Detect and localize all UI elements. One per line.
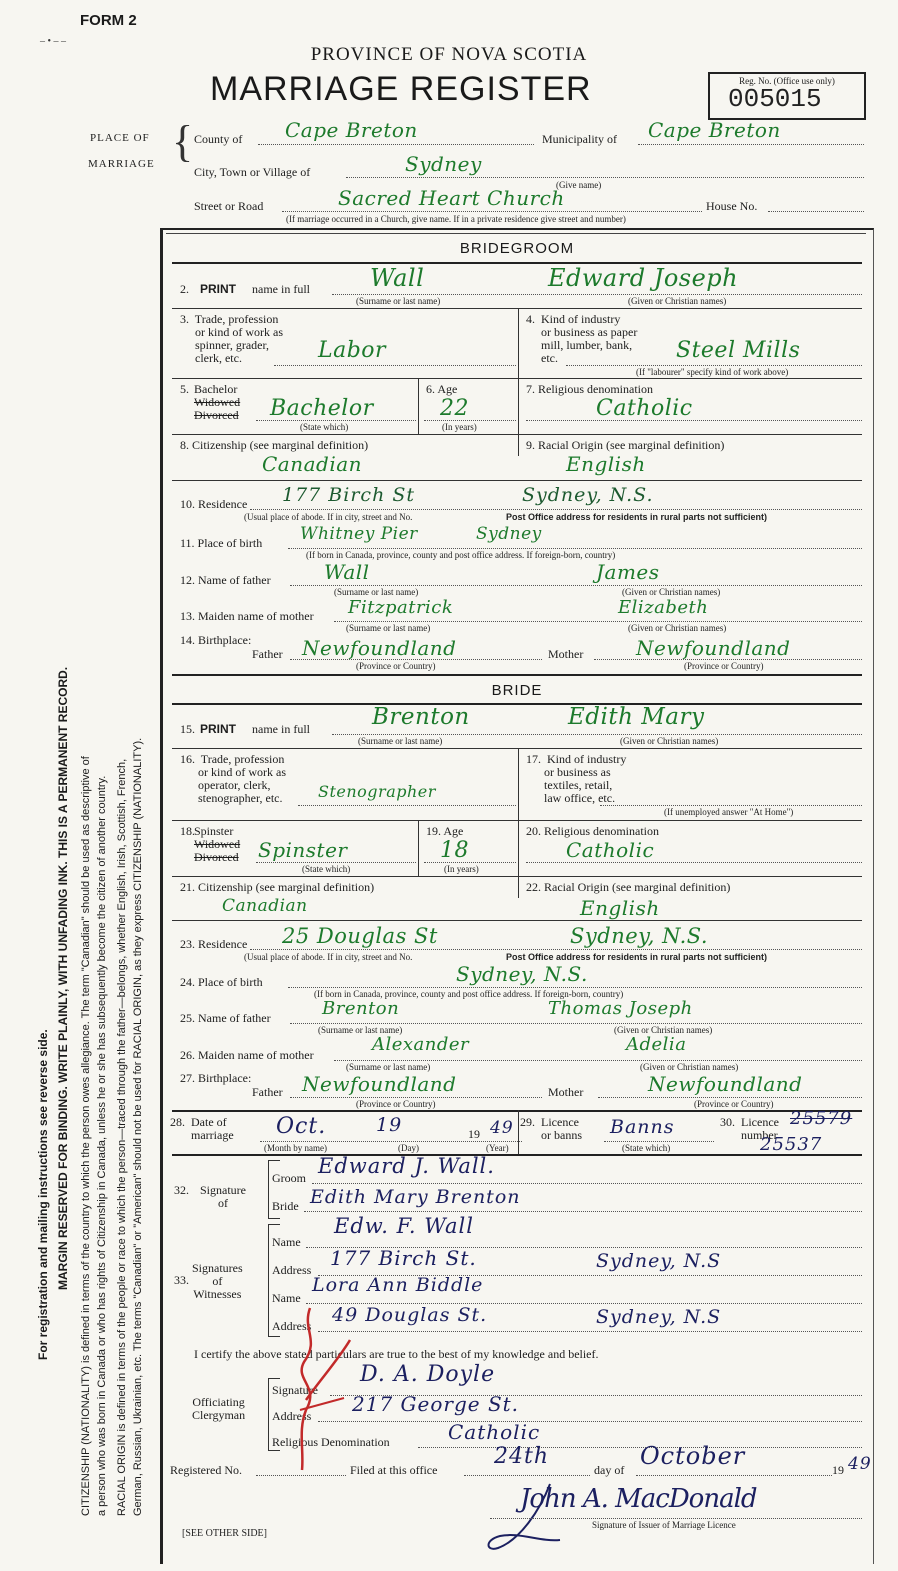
- field-30-label: 30. Licence number: [720, 1115, 779, 1142]
- bride-sig-label: Bride: [272, 1199, 299, 1213]
- field-20-label: 20. Religious denomination: [526, 824, 659, 838]
- frame-inner-top: [166, 233, 866, 235]
- field-23-line: [250, 949, 862, 950]
- bride-mother-given-caption: (Given or Christian names): [640, 1062, 739, 1072]
- field-14-mother: Mother: [548, 647, 584, 661]
- groom-age: 22: [440, 396, 469, 421]
- city-line: [346, 177, 864, 178]
- witness-bracket-bottom: [268, 1336, 280, 1337]
- groom-birth-caption: (If born in Canada, province, county and post office address. If foreign-born, country): [306, 550, 616, 560]
- licence-caption: (State which): [622, 1143, 671, 1153]
- field-18-num: 18.: [180, 824, 195, 838]
- groom-residence: 177 Birch St: [282, 484, 415, 506]
- registered-line: [256, 1475, 346, 1476]
- field-15-print: PRINT: [200, 722, 236, 736]
- bride-res-caption-b: Post Office address for residents in rural parts not sufficient): [506, 952, 768, 962]
- bride-residence-city: Sydney, N.S.: [570, 924, 709, 948]
- clergy-relig-label: Religious Denomination: [272, 1435, 390, 1449]
- field-19-label: 19. Age: [426, 824, 464, 838]
- field-21-label: 21. Citizenship (see marginal definition): [180, 880, 375, 894]
- margin-instructions: For registration and mailing instructions see reverse side.: [36, 1029, 50, 1360]
- field-5-widowed: Widowed: [194, 395, 241, 409]
- field-3-line: [274, 365, 516, 366]
- at-home-caption: (If unemployed answer "At Home"): [664, 807, 794, 817]
- w2-addr-line: [318, 1331, 862, 1332]
- w2-addr-label: Address: [272, 1319, 312, 1333]
- bride-res-caption-a: (Usual place of abode. If in city, street and No.: [244, 952, 413, 962]
- groom-trade: Labor: [318, 338, 387, 363]
- groom-citizenship: Canadian: [262, 452, 363, 476]
- rule-bride-top: [172, 703, 862, 705]
- field-14-label: 14. Birthplace:: [180, 633, 252, 647]
- bride-father-surname-caption: (Surname or last name): [318, 1025, 403, 1035]
- street-label: Street or Road: [194, 199, 264, 213]
- field-13-line: [334, 621, 862, 622]
- municipality-value: Cape Breton: [648, 118, 781, 142]
- rule-748: [172, 748, 862, 749]
- bride-age: 18: [440, 838, 469, 863]
- field-18-spinster: Spinster: [194, 824, 234, 838]
- vrule-sig: [268, 1160, 269, 1218]
- street-note: (If marriage occurred in a Church, give name. If in a private residence give street and number): [286, 214, 626, 224]
- field-27-father-line: [290, 1097, 542, 1098]
- county-value: Cape Breton: [285, 118, 418, 142]
- rule-920: [172, 920, 862, 921]
- rule-434: [172, 434, 862, 435]
- field-10-line: [250, 509, 862, 510]
- w1-name-label: Name: [272, 1235, 301, 1249]
- reg-no: 005015: [728, 84, 822, 114]
- field-23-label: 23. Residence: [180, 937, 248, 951]
- bride-citizenship: Canadian: [222, 896, 308, 916]
- bride-father-given-caption: (Given or Christian names): [614, 1025, 713, 1035]
- rule-820: [172, 820, 862, 821]
- groom-signature: Edward J. Wall.: [318, 1154, 495, 1178]
- section-bridegroom: BRIDEGROOM: [459, 240, 575, 257]
- rule-date-end: [172, 1154, 862, 1156]
- field-8-label: 8. Citizenship (see marginal definition): [180, 438, 369, 452]
- field-5-bachelor: Bachelor: [194, 382, 238, 396]
- filed-day: 24th: [494, 1444, 550, 1469]
- bride-father-given: Thomas Joseph: [548, 998, 693, 1019]
- field-4-label: 4. Kind of industry or business as paper mill, lumber, bank, etc.: [526, 312, 638, 365]
- issuer-label: Signature of Issuer of Marriage Licence: [592, 1520, 736, 1530]
- bride-birthplace: Sydney, N.S.: [456, 962, 588, 986]
- field-14-father: Father: [252, 647, 283, 661]
- field-28-line: [260, 1141, 522, 1142]
- field-27-mother-line: [598, 1097, 862, 1098]
- city-value: Sydney: [405, 152, 482, 176]
- bride-father-birth-caption: (Province or Country): [356, 1099, 436, 1109]
- bride-mother-birth: Newfoundland: [648, 1072, 803, 1096]
- groom-surname-caption: (Surname or last name): [356, 296, 441, 306]
- clergy-bracket-top: [268, 1378, 280, 1379]
- groom-given: Edward Joseph: [548, 264, 739, 292]
- day-of-label: day of: [594, 1463, 625, 1477]
- city-label: City, Town or Village of: [194, 165, 311, 179]
- groom-religion: Catholic: [596, 396, 693, 421]
- field-7-label: 7. Religious denomination: [526, 382, 653, 396]
- rule-groom-top: [172, 262, 862, 264]
- field-27-father: Father: [252, 1085, 283, 1099]
- field-2-print: PRINT: [200, 282, 236, 296]
- groom-res-caption-b: Post Office address for residents in rural parts not sufficient): [506, 512, 768, 522]
- groom-mother-birth: Newfoundland: [636, 636, 791, 660]
- bride-father-birth: Newfoundland: [302, 1072, 457, 1096]
- rule-378: [172, 378, 862, 379]
- bride-given-caption: (Given or Christian names): [620, 736, 719, 746]
- bride-mother-birth-caption: (Province or Country): [694, 1099, 774, 1109]
- red-check-mark: [280, 1300, 360, 1476]
- clergy-religion: Catholic: [448, 1420, 541, 1444]
- rule-groom-end: [172, 674, 862, 676]
- field-25-label: 25. Name of father: [180, 1011, 271, 1025]
- field-27-mother: Mother: [548, 1085, 584, 1099]
- field-33-label: Signatures of Witnesses: [192, 1261, 243, 1301]
- bride-mother-given: Adelia: [626, 1034, 687, 1055]
- groom-status: Bachelor: [270, 396, 374, 421]
- field-32-label: Signature of: [200, 1183, 246, 1210]
- field-25-line: [290, 1023, 862, 1024]
- groom-birthplace-city: Sydney: [476, 524, 542, 544]
- bride-surname: Brenton: [372, 704, 470, 730]
- bride-racial: English: [580, 896, 660, 920]
- form-number: FORM 2: [80, 12, 137, 29]
- field-17-label: 17. Kind of industry or business as textiles, retail, law office, etc.: [526, 752, 627, 805]
- bride-mother-surname: Alexander: [372, 1034, 470, 1055]
- margin-binding: MARGIN RESERVED FOR BINDING. WRITE PLAINLY, WITH UNFADING INK. THIS IS A PERMANENT RECORD.: [56, 666, 70, 1290]
- field-29-label: 29. Licence or banns: [520, 1115, 582, 1142]
- field-26-line: [334, 1060, 862, 1061]
- field-33-num: 33.: [174, 1273, 189, 1287]
- vrule-licence: [518, 1110, 519, 1154]
- bride-mother-surname-caption: (Surname or last name): [346, 1062, 431, 1072]
- municipality-label: Municipality of: [542, 132, 617, 146]
- field-22-label: 22. Racial Origin (see marginal definition): [526, 880, 731, 894]
- field-12-label: 12. Name of father: [180, 573, 271, 587]
- clergy-signature: D. A. Doyle: [360, 1362, 496, 1387]
- street-line: [282, 211, 702, 212]
- groom-father-given: James: [596, 560, 660, 584]
- margin-racial-2: German, Russian, Ukrainian, etc. The terms "Canadian" or "American" should not be used for RACIAL ORIGIN, as they express CITIZENSHIP (NATIONALITY).: [132, 737, 144, 1516]
- reg-no-label: Reg. No. (Office use only): [739, 76, 835, 86]
- field-28-label: 28. Date of marriage: [170, 1115, 234, 1142]
- filed-day-line: [464, 1475, 590, 1476]
- w2-name-label: Name: [272, 1291, 301, 1305]
- marriage-month: Oct.: [276, 1114, 327, 1139]
- place-brace: {: [172, 117, 194, 166]
- field-3-label: 3. Trade, profession or kind of work as spinner, grader, clerk, etc.: [180, 312, 283, 365]
- witness1-city: Sydney, N.S: [596, 1250, 722, 1272]
- clergy-address: 217 George St.: [352, 1392, 520, 1416]
- county-label: County of: [194, 132, 243, 146]
- mother-given-caption: (Given or Christian names): [628, 623, 727, 633]
- field-16-label: 16. Trade, profession or kind of work as operator, clerk, stenographer, etc.: [180, 752, 286, 805]
- groom-father-surname: Wall: [324, 560, 370, 584]
- street-value: Sacred Heart Church: [338, 186, 565, 210]
- vrule-witness: [268, 1224, 269, 1336]
- year-caption: (Year): [486, 1143, 509, 1153]
- field-11-line: [288, 548, 862, 549]
- sig-bracket-bottom: [268, 1218, 280, 1219]
- witness2-address: 49 Douglas St.: [332, 1304, 488, 1326]
- field-15-num: 15.: [180, 722, 195, 736]
- bride-status-caption: (State which): [302, 864, 351, 874]
- rule-876: [172, 876, 862, 877]
- margin-citizenship-1: CITIZENSHIP (NATIONALITY) is defined in terms of the country to which the person owes allegiance. The term "Canadian" should be used as descriptive of: [80, 756, 92, 1516]
- bride-residence: 25 Douglas St: [282, 924, 438, 948]
- issuer-line: [490, 1518, 862, 1519]
- licence-number-struck: 25579: [790, 1108, 853, 1129]
- vrule-age-bride: [418, 820, 419, 876]
- w1-addr-label: Address: [272, 1263, 312, 1277]
- field-2-num: 2.: [180, 282, 189, 296]
- reg-no-box: [708, 72, 866, 120]
- groom-status-caption: (State which): [300, 422, 349, 432]
- field-11-label: 11. Place of birth: [180, 536, 263, 550]
- bride-birth-caption: (If born in Canada, province, county and post office address. If foreign-born, country): [314, 989, 624, 999]
- licence-number: 25537: [760, 1134, 823, 1155]
- vrule-age-groom: [418, 378, 419, 434]
- groom-residence-city: Sydney, N.S.: [522, 484, 654, 506]
- bride-sig-line: [304, 1211, 862, 1212]
- licence-or-banns: Banns: [610, 1116, 675, 1138]
- issuer-flourish: [480, 1480, 600, 1560]
- house-label: House No.: [706, 199, 758, 213]
- groom-res-caption-a: (Usual place of abode. If in city, street and No.: [244, 512, 413, 522]
- field-27-label: 27. Birthplace:: [180, 1071, 252, 1085]
- field-6-line: [424, 420, 516, 421]
- groom-surname: Wall: [370, 264, 425, 292]
- province-heading: PROVINCE OF NOVA SCOTIA: [310, 44, 588, 65]
- groom-sig-label: Groom: [272, 1171, 306, 1185]
- punch-mark: ‒ • ‒ ‒: [40, 36, 67, 47]
- groom-father-birth: Newfoundland: [302, 636, 457, 660]
- see-other-side: [SEE OTHER SIDE]: [182, 1528, 267, 1539]
- page-title: MARRIAGE REGISTER: [210, 70, 592, 108]
- groom-given-caption: (Given or Christian names): [628, 296, 727, 306]
- field-5-divorced: Divorced: [194, 408, 239, 422]
- field-15-label: name in full: [252, 722, 310, 736]
- field-32-num: 32.: [174, 1183, 189, 1197]
- bride-father-surname: Brenton: [322, 998, 400, 1019]
- field-2-line: [332, 294, 862, 295]
- groom-mother-birth-caption: (Province or Country): [684, 661, 764, 671]
- county-line: [258, 144, 534, 145]
- witness2-name: Lora Ann Biddle: [312, 1274, 484, 1296]
- field-18-divorced: Divorced: [194, 850, 239, 864]
- groom-age-caption: (In years): [442, 422, 477, 432]
- bride-trade: Stenographer: [318, 782, 436, 801]
- field-13-label: 13. Maiden name of mother: [180, 609, 314, 623]
- give-name-caption: (Give name): [556, 180, 602, 190]
- filed-month: October: [640, 1442, 746, 1470]
- sig-bracket-top: [268, 1160, 280, 1161]
- vrule-clergy: [268, 1378, 269, 1450]
- bride-status: Spinster: [258, 838, 348, 862]
- filed-month-line: [636, 1475, 832, 1476]
- house-line: [768, 211, 864, 212]
- field-26-label: 26. Maiden name of mother: [180, 1048, 314, 1062]
- bride-signature: Edith Mary Brenton: [310, 1186, 521, 1208]
- margin-citizenship-2: a person who was born in Canada or who has rights of Citizenship in Canada, unless he or she has subsequently become the citizen of another country.: [96, 775, 108, 1516]
- field-24-label: 24. Place of birth: [180, 975, 263, 989]
- clergy-addr-label: Address: [272, 1409, 312, 1423]
- mother-surname-caption: (Surname or last name): [346, 623, 431, 633]
- filed-year-prefix: 19: [832, 1463, 844, 1477]
- certify-text: I certify the above stated particulars are true to the best of my knowledge and belief.: [194, 1347, 599, 1361]
- field-17-line: [600, 805, 862, 806]
- field-7-line: [526, 420, 862, 421]
- marriage-label: MARRIAGE: [88, 158, 155, 170]
- officiating-label: Officiating Clergyman: [192, 1395, 246, 1422]
- rule-bride-end: [172, 1110, 862, 1112]
- marriage-year-prefix: 19: [468, 1127, 480, 1141]
- field-18-line: [256, 862, 416, 863]
- field-18-widowed: Widowed: [194, 837, 241, 851]
- witness-bracket-top: [268, 1224, 280, 1225]
- field-24-line: [288, 987, 862, 988]
- field-15-line: [332, 734, 862, 735]
- groom-racial: English: [566, 452, 646, 476]
- witness2-city: Sydney, N.S: [596, 1306, 722, 1328]
- groom-industry: Steel Mills: [676, 338, 801, 363]
- field-29-line: [604, 1141, 714, 1142]
- father-given-caption: (Given or Christian names): [622, 587, 721, 597]
- section-bride: BRIDE: [491, 682, 543, 699]
- bride-religion: Catholic: [566, 838, 655, 862]
- field-19-line: [424, 862, 516, 863]
- filed-year: 49: [848, 1454, 872, 1474]
- clergy-sig-label: Signature: [272, 1383, 318, 1397]
- bride-surname-caption: (Surname or last name): [358, 736, 443, 746]
- field-4-line: [566, 365, 862, 366]
- field-10-label: 10. Residence: [180, 497, 248, 511]
- marriage-year: 49: [490, 1118, 514, 1138]
- groom-sig-line: [312, 1183, 862, 1184]
- bride-given: Edith Mary: [568, 704, 705, 730]
- groom-mother-given: Elizabeth: [618, 597, 709, 618]
- field-5-num: 5.: [180, 382, 189, 396]
- groom-father-birth-caption: (Province or Country): [356, 661, 436, 671]
- registered-label: Registered No.: [170, 1463, 242, 1477]
- field-6-label: 6. Age: [426, 382, 458, 396]
- clergy-bracket-bottom: [268, 1450, 280, 1451]
- father-surname-caption: (Surname or last name): [334, 587, 419, 597]
- rule-480: [172, 480, 862, 481]
- day-caption: (Day): [398, 1143, 419, 1153]
- labourer-caption: (If "labourer" specify kind of work above): [636, 367, 789, 377]
- issuer-signature: John A. MacDonald: [520, 1484, 757, 1514]
- margin-racial-1: RACIAL ORIGIN is defined in terms of the people or race to which the person—traced through the father—belongs, whether English, Irish, Scottish, French,: [116, 758, 128, 1516]
- field-2-label: name in full: [252, 282, 310, 296]
- witness1-name: Edw. F. Wall: [334, 1214, 474, 1238]
- clergy-addr-line: [318, 1421, 862, 1422]
- month-caption: (Month by name): [264, 1143, 327, 1153]
- rule-308: [172, 308, 862, 309]
- bride-age-caption: (In years): [444, 864, 479, 874]
- field-20-line: [526, 862, 862, 863]
- groom-mother-surname: Fitzpatrick: [348, 597, 454, 618]
- field-16-line: [298, 805, 516, 806]
- field-12-line: [290, 585, 862, 586]
- filed-label: Filed at this office: [350, 1463, 438, 1477]
- municipality-line: [638, 144, 864, 145]
- field-9-label: 9. Racial Origin (see marginal definition): [526, 438, 725, 452]
- place-of-label: PLACE OF: [90, 132, 150, 144]
- witness1-address: 177 Birch St.: [330, 1246, 477, 1270]
- marriage-day: 19: [376, 1114, 403, 1136]
- groom-birthplace: Whitney Pier: [300, 524, 418, 544]
